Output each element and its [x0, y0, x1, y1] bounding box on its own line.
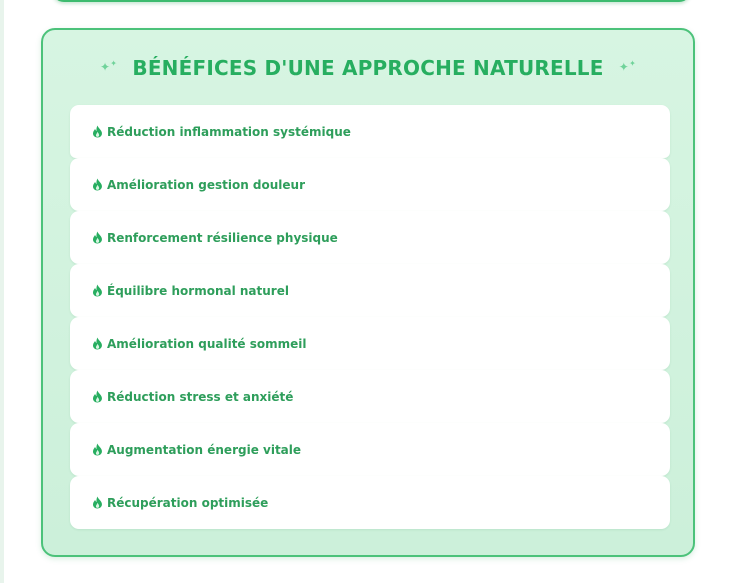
benefits-title [43, 56, 693, 80]
benefit-label: Amélioration qualité sommeil [107, 336, 307, 351]
benefit-item [70, 211, 670, 264]
benefit-item [70, 317, 670, 370]
benefit-label: Renforcement résilience physique [107, 230, 338, 245]
flame-icon [92, 125, 103, 138]
previous-card-bottom-edge [52, 0, 691, 2]
flame-icon [92, 496, 103, 509]
page-left-edge [0, 0, 4, 583]
benefits-title-text: BÉNÉFICES D'UNE APPROCHE NATURELLE [132, 56, 604, 80]
flame-icon [92, 390, 103, 403]
benefit-label: Réduction inflammation systémique [107, 124, 351, 139]
flame-icon [92, 443, 103, 456]
benefit-label: Équilibre hormonal naturel [107, 283, 289, 298]
benefit-item [70, 370, 670, 423]
flame-icon [92, 231, 103, 244]
benefit-label: Récupération optimisée [107, 495, 269, 510]
benefit-label: Amélioration gestion douleur [107, 177, 306, 192]
flame-icon [92, 178, 103, 191]
sparkles-icon: ✦✦ [100, 59, 118, 74]
sparkles-icon: ✦✦ [618, 59, 636, 74]
flame-icon [92, 284, 103, 297]
benefit-label: Augmentation énergie vitale [107, 442, 302, 457]
benefit-label: Réduction stress et anxiété [107, 389, 294, 404]
benefit-item [70, 423, 670, 476]
benefit-item [70, 264, 670, 317]
benefit-item [70, 476, 670, 529]
benefit-list [70, 105, 670, 529]
benefit-item [70, 105, 670, 158]
flame-icon [92, 337, 103, 350]
benefit-item [70, 158, 670, 211]
benefits-card [41, 28, 695, 557]
